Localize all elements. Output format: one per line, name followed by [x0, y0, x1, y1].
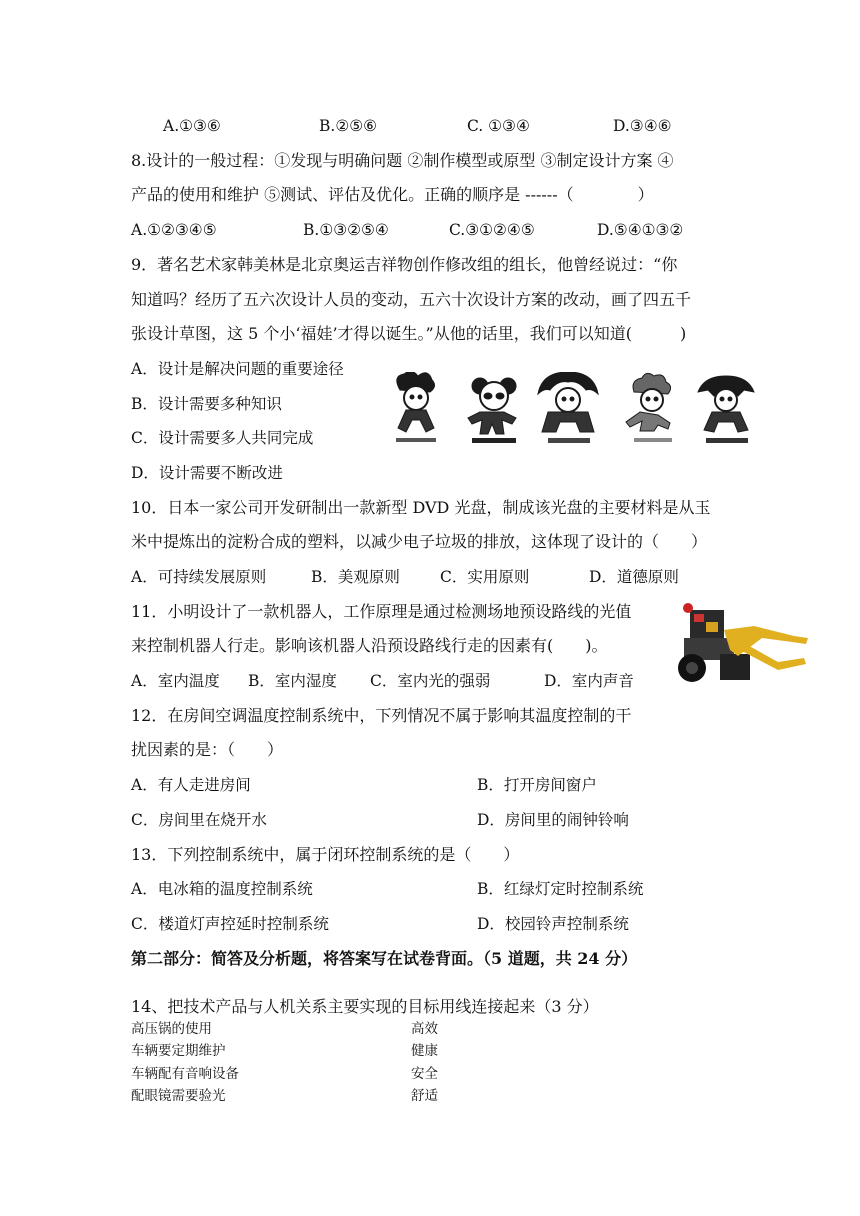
q9-option-c: C．设计需要多人共同完成 — [131, 429, 314, 447]
q10-option-c: C．实用原则 — [440, 568, 530, 586]
q7-option-a: A.①③⑥ — [163, 117, 221, 135]
q13-option-d: D．校园铃声控制系统 — [477, 915, 629, 933]
q14-right-item-4: 舒适 — [411, 1088, 438, 1104]
q8-line-1: 8.设计的一般过程：①发现与明确问题 ②制作模型或原型 ③制定设计方案 ④ — [131, 151, 674, 170]
q11-option-b: B．室内湿度 — [248, 672, 337, 690]
q11-option-d: D．室内声音 — [544, 672, 634, 690]
mascot-yingying-figure — [626, 373, 672, 442]
q9-option-b: B．设计需要多种知识 — [131, 395, 282, 413]
q8-option-c: C.③①②④⑤ — [449, 221, 535, 239]
q14-left-item-2: 车辆要定期维护 — [131, 1043, 226, 1059]
q14-left-item-3: 车辆配有音响设备 — [131, 1066, 239, 1082]
part2-heading: 第二部分：简答及分析题，将答案写在试卷背面。（5 道题，共 24 分） — [131, 949, 638, 968]
q13-line: 13．下列控制系统中，属于闭环控制系统的是（ ） — [131, 845, 520, 864]
q10-option-d: D．道德原则 — [589, 568, 679, 586]
robot-image — [672, 600, 810, 692]
q10-line-1: 10．日本一家公司开发研制出一款新型 DVD 光盘，制成该光盘的主要材料是从玉 — [131, 498, 711, 517]
q13-option-c: C．楼道灯声控延时控制系统 — [131, 915, 329, 933]
mascot-nini-figure — [698, 376, 754, 443]
q7-option-b: B.②⑤⑥ — [319, 117, 378, 135]
q14-right-item-3: 安全 — [411, 1066, 438, 1082]
mascot-jingjing-figure — [468, 378, 516, 443]
q12-line-1: 12．在房间空调温度控制系统中，下列情况不属于影响其温度控制的干 — [131, 706, 632, 725]
q9-line-1: 9．著名艺术家韩美林是北京奥运吉祥物创作修改组的组长，他曾经说过：“你 — [131, 255, 678, 274]
q10-option-a: A．可持续发展原则 — [131, 568, 267, 586]
q14-right-item-1: 高效 — [411, 1021, 438, 1037]
q9-line-3: 张设计草图，这 5 个小‘福娃’才得以诞生。”从他的话里，我们可以知道( ) — [131, 324, 687, 343]
q8-line-2: 产品的使用和维护 ⑤测试、评估及优化。正确的顺序是 ------（ ） — [131, 185, 654, 204]
q12-line-2: 扰因素的是：（ ） — [131, 740, 284, 759]
q8-option-a: A.①②③④⑤ — [131, 221, 217, 239]
mascot-huanhuan-figure — [538, 372, 598, 443]
q11-option-a: A．室内温度 — [131, 672, 220, 690]
q9-line-2: 知道吗？经历了五六次设计人员的变动，五六十次设计方案的改动，画了四五千 — [131, 290, 692, 309]
q11-line-1: 11．小明设计了一款机器人，工作原理是通过检测场地预设路线的光值 — [131, 602, 632, 621]
fuwa-mascots-image — [380, 372, 765, 452]
q9-option-d: D．设计需要不断改进 — [131, 464, 283, 482]
mascot-beibei-figure — [396, 372, 436, 442]
q8-option-d: D.⑤④①③② — [597, 221, 684, 239]
q14-line: 14、把技术产品与人机关系主要实现的目标用线连接起来（3 分） — [131, 997, 599, 1016]
q8-option-b: B.①③②⑤④ — [303, 221, 389, 239]
q12-option-a: A．有人走进房间 — [131, 776, 251, 794]
q12-option-d: D．房间里的闹钟铃响 — [477, 811, 629, 829]
q7-option-c: C. ①③④ — [467, 117, 530, 135]
q10-option-b: B．美观原则 — [311, 568, 400, 586]
q13-option-b: B．红绿灯定时控制系统 — [477, 880, 644, 898]
q11-option-c: C．室内光的强弱 — [370, 672, 491, 690]
q10-line-2: 米中提炼出的淀粉合成的塑料，以减少电子垃圾的排放，这体现了设计的（ ） — [131, 532, 708, 551]
q14-left-item-4: 配眼镜需要验光 — [131, 1088, 226, 1104]
q12-option-b: B．打开房间窗户 — [477, 776, 597, 794]
q7-option-d: D.③④⑥ — [613, 117, 672, 135]
q14-right-item-2: 健康 — [411, 1043, 438, 1059]
q9-option-a: A．设计是解决问题的重要途径 — [131, 360, 344, 378]
q12-option-c: C．房间里在烧开水 — [131, 811, 267, 829]
q13-option-a: A．电冰箱的温度控制系统 — [131, 880, 313, 898]
q11-line-2: 来控制机器人行走。影响该机器人沿预设路线行走的因素有( )。 — [131, 636, 608, 655]
q14-left-item-1: 高压锅的使用 — [131, 1021, 212, 1037]
